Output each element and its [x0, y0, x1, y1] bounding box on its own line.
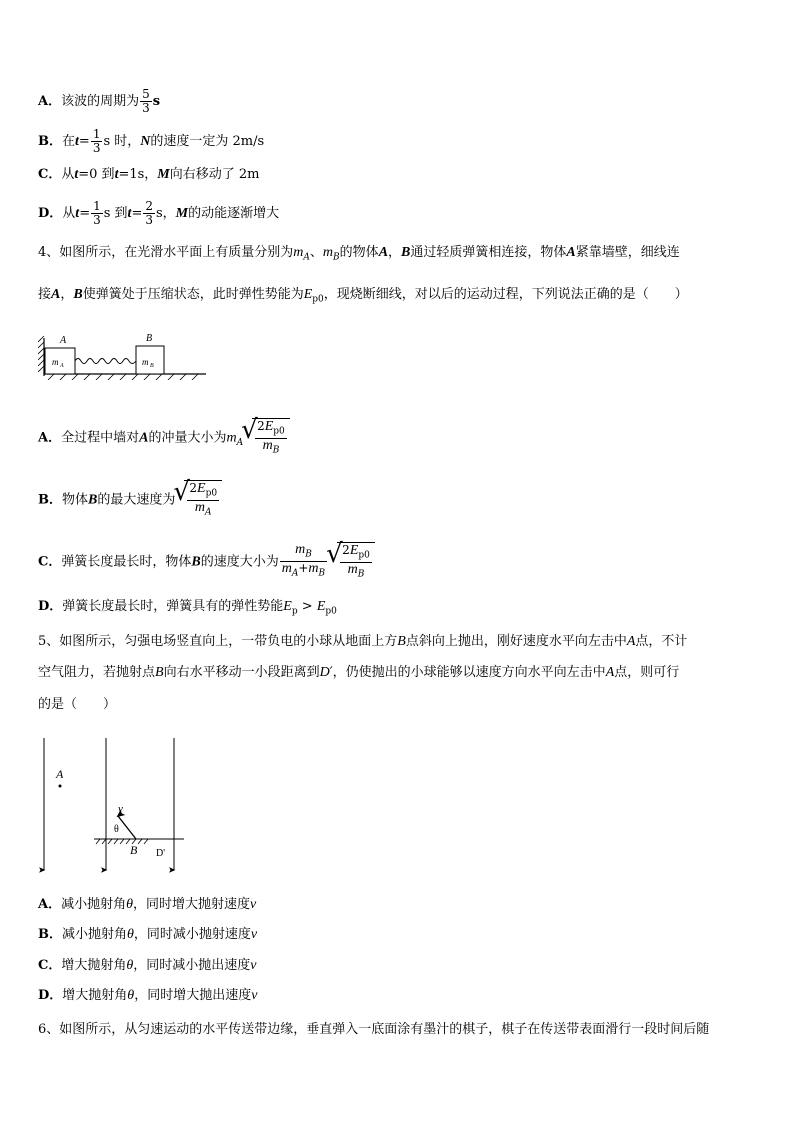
velocity-label: v: [118, 803, 123, 815]
q4-option-b[interactable]: B．物体B的最大速度为 √ $\frac{2E_{p0}}{m_A}$: [38, 480, 760, 520]
q6-stem-line-1: 6、如图所示，从匀速运动的水平传送带边缘，垂直弹入一底面涂有墨汁的棋子，棋子在传送带表面滑行一段时间后随: [38, 1022, 710, 1037]
svg-text:A: A: [60, 363, 64, 369]
label-b: B: [146, 333, 153, 344]
fraction: $\frac{1}{3}$: [92, 127, 101, 155]
q4-option-d[interactable]: D．弹簧长度最长时，弹簧具有的弹性势能$E_p > E_{p0}$: [38, 599, 337, 617]
point-b-label: B: [130, 843, 138, 857]
q4-option-c[interactable]: C．弹簧长度最长时，物体B的速度大小为 $\frac{m_B}{m_A+m_B}$ √ $\frac{2E_{p0}}{m_B}$: [38, 542, 760, 582]
q3-option-d[interactable]: D．从t= $\frac{1}{3}$ s 到t= $\frac{2}{3}$ s，M的动能逐渐增大: [38, 199, 280, 227]
sqrt: √ $\frac{2E_{p0}}{m_B}$: [328, 542, 375, 582]
label-a: A: [60, 335, 67, 346]
fraction: $\frac{1}{3}$: [93, 199, 101, 227]
q5-stem-line-2: 空气阻力，若抛射点B向右水平移动一小段距离到D′，仍使抛出的小球能够以速度方向水平向左击中A点，则可行: [38, 665, 680, 680]
q5-option-a[interactable]: A．减小抛射角θ，同时增大抛射速度v: [38, 897, 257, 912]
q5-stem-line-3: 的是（ ）: [38, 697, 117, 712]
q3-option-c[interactable]: C．从t=0 到t=1s，M向右移动了 2m: [38, 167, 260, 182]
point-a: [59, 785, 62, 788]
q5-option-d[interactable]: D．增大抛射角θ，同时增大抛出速度v: [38, 988, 258, 1003]
fraction: $\frac{2}{3}$: [145, 199, 153, 227]
fraction: $\frac{5}{3}$: [142, 87, 150, 115]
sqrt: √ $\frac{2E_{p0}}{m_B}$: [243, 418, 290, 458]
sqrt: √ $\frac{2E_{p0}}{m_A}$: [175, 480, 222, 520]
point-d-label: D': [156, 848, 166, 859]
q4-option-a[interactable]: A．全过程中墙对A的冲量大小为$m_A$ √ $\frac{2E_{p0}}{m_B}$: [38, 418, 760, 458]
q3-option-b[interactable]: B．在t= $\frac{1}{3}$ s 时，N的速度一定为 2m/s: [38, 127, 265, 155]
q5-stem-line-1: 5、如图所示，匀强电场竖直向上，一带负电的小球从地面上方B点斜向上抛出，刚好速度水平向左击中A点，不计: [38, 634, 688, 649]
svg-text:B: B: [150, 363, 154, 369]
q4-stem-line-2: 接A，B使弹簧处于压缩状态，此时弹性势能为$E_{p0}$，现烧断细线，对以后的运动过程，下列说法正确的是（ ）: [38, 287, 688, 305]
theta-label: θ: [114, 824, 119, 835]
electric-field-figure: [36, 730, 196, 876]
q3-option-a[interactable]: A．该波的周期为 $\frac{5}{3}$ s: [38, 87, 161, 115]
svg-text:m: m: [142, 357, 149, 367]
q5-option-c[interactable]: C．增大抛射角θ，同时减小抛出速度v: [38, 958, 257, 973]
spring-wall-figure: [38, 330, 210, 380]
q5-option-b[interactable]: B．减小抛射角θ，同时减小抛射速度v: [38, 927, 258, 942]
point-a-label: A: [56, 767, 64, 781]
q4-stem-line-1: 4、如图所示，在光滑水平面上有质量分别为$m_A$、$m_B$的物体A，B通过轻质弹簧相连接，物体A紧靠墙壁，细线连: [38, 245, 680, 263]
svg-text:m: m: [52, 357, 59, 367]
fraction: $\frac{m_B}{m_A+m_B}$: [281, 542, 326, 579]
